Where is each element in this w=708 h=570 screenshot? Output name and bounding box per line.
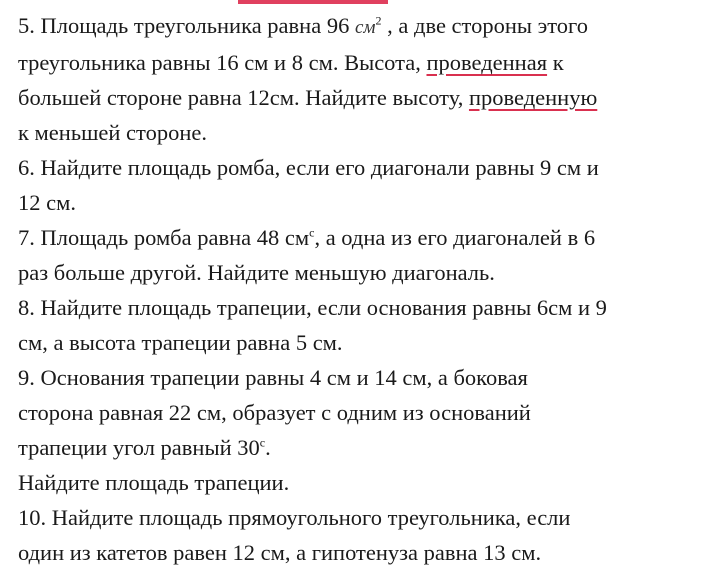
underlined-word: проведенную (468, 85, 598, 110)
problem-8 (18, 290, 698, 360)
problem-line: сторона равная 22 см, образует с одним из оснований (18, 400, 531, 425)
problem-line: 10. Найдите площадь прямоугольного треугольника, если (18, 505, 571, 530)
superscript: с (259, 435, 266, 450)
problem-7 (18, 220, 698, 290)
superscript: с (309, 225, 315, 240)
spellcheck-underline (238, 0, 388, 4)
problem-line: 7. Площадь ромба равна 48 $см^с$, а одна из его диагоналей в 6 (18, 225, 596, 250)
problem-line: Найдите площадь трапеции. (18, 470, 290, 495)
problem-5 (18, 8, 698, 150)
problem-line: 8. Найдите площадь трапеции, если основания равны 6см и 9 (18, 295, 607, 320)
problem-line: 9. Основания трапеции равны 4 см и 14 см, а боковая (18, 365, 528, 390)
underlined-word: проведенная (426, 50, 548, 75)
unit-label: см (354, 17, 376, 38)
problem-line: к меньшей стороне. (18, 120, 207, 145)
problem-line: раз больше другой. Найдите меньшую диагональ. (18, 260, 495, 285)
problem-line: 6. Найдите площадь ромба, если его диагонали равны 9 см и (18, 155, 599, 180)
problem-line: большей стороне равна 12см. Найдите высоту, проведенную (18, 85, 598, 110)
problem-10 (18, 500, 698, 570)
problem-9 (18, 360, 698, 500)
problem-line: трапеции угол равный $30^с$. (18, 435, 271, 460)
document-body (18, 8, 698, 570)
problem-line: 5. Площадь треугольника равна 96 $см^2$ , а две стороны этого (18, 13, 588, 38)
problem-line: один из катетов равен 12 см, а гипотенуза равна 13 см. (18, 540, 542, 565)
problem-line: см, а высота трапеции равна 5 см. (18, 330, 343, 355)
problem-6 (18, 150, 698, 220)
problem-line: треугольника равны 16 см и 8 см. Высота, проведенная к (18, 50, 564, 75)
problem-line: 12 см. (18, 190, 76, 215)
superscript: 2 (375, 13, 382, 28)
